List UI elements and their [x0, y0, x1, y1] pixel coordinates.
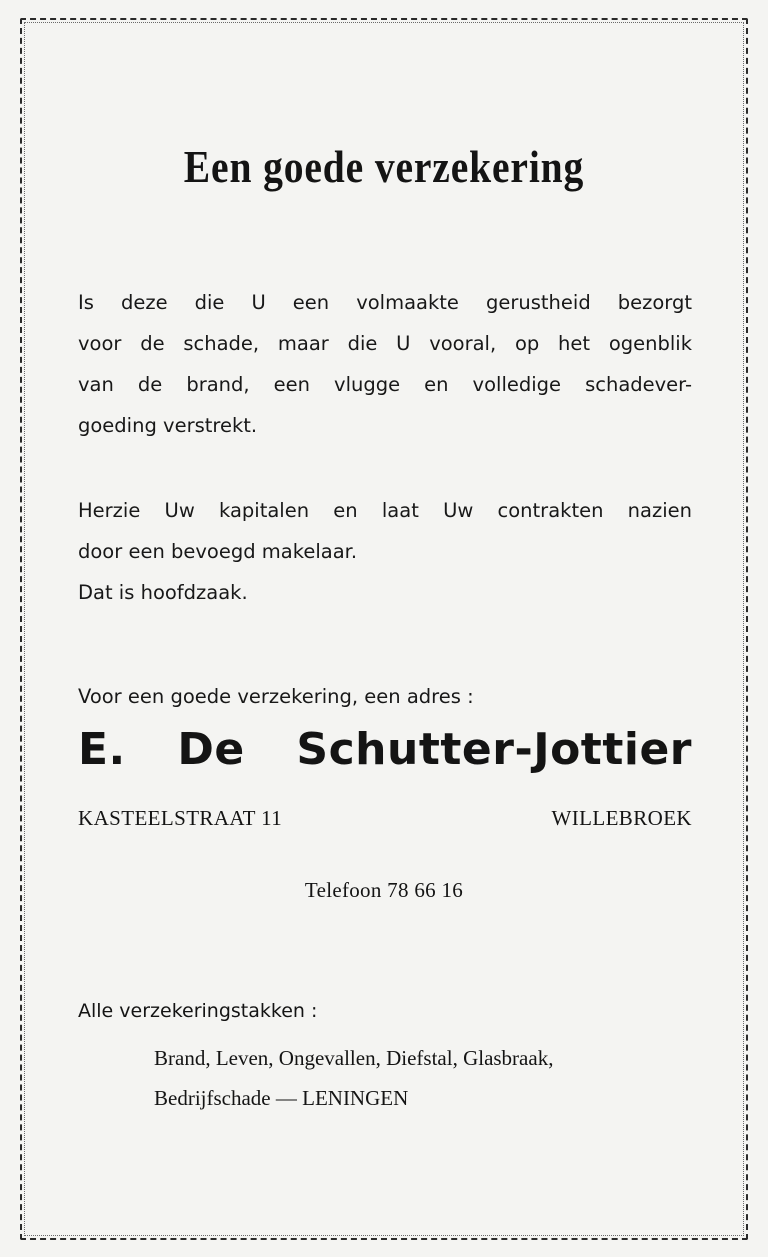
- paragraph-1-line: van de brand, een vlugge en volledige schadever-: [78, 373, 692, 396]
- paragraph-2-line: Dat is hoofdzaak.: [78, 581, 248, 604]
- paragraph-1-line: Is deze die U een volmaakte gerustheid bezorgt: [78, 291, 692, 314]
- phone-number: Telefoon 78 66 16: [304, 878, 464, 902]
- city-name: WILLEBROEK: [551, 806, 692, 830]
- paragraph-1: [78, 282, 692, 446]
- branches-label: Alle verzekeringstakken :: [78, 1000, 318, 1022]
- paragraph-1-line: voor de schade, maar die U vooral, op het ogenblik: [78, 332, 692, 355]
- address-intro: Voor een goede verzekering, een adres :: [78, 685, 474, 708]
- paragraph-2-line: Herzie Uw kapitalen en laat Uw contrakten nazien: [78, 499, 692, 522]
- branches-list: [154, 1038, 692, 1118]
- paragraph-2: [78, 490, 692, 613]
- company-name: E. De Schutter-Jottier: [78, 724, 692, 775]
- street-address: KASTEELSTRAAT 11: [78, 806, 283, 830]
- paragraph-2-line: door een bevoegd makelaar.: [78, 540, 358, 563]
- branches-line: Brand, Leven, Ongevallen, Diefstal, Glasbraak,: [154, 1046, 554, 1070]
- page-title: Een goede verzekering: [183, 141, 585, 192]
- branches-line: Bedrijfschade — LENINGEN: [154, 1086, 409, 1110]
- address-row: [78, 806, 692, 831]
- paragraph-1-line: goeding verstrekt.: [78, 414, 258, 437]
